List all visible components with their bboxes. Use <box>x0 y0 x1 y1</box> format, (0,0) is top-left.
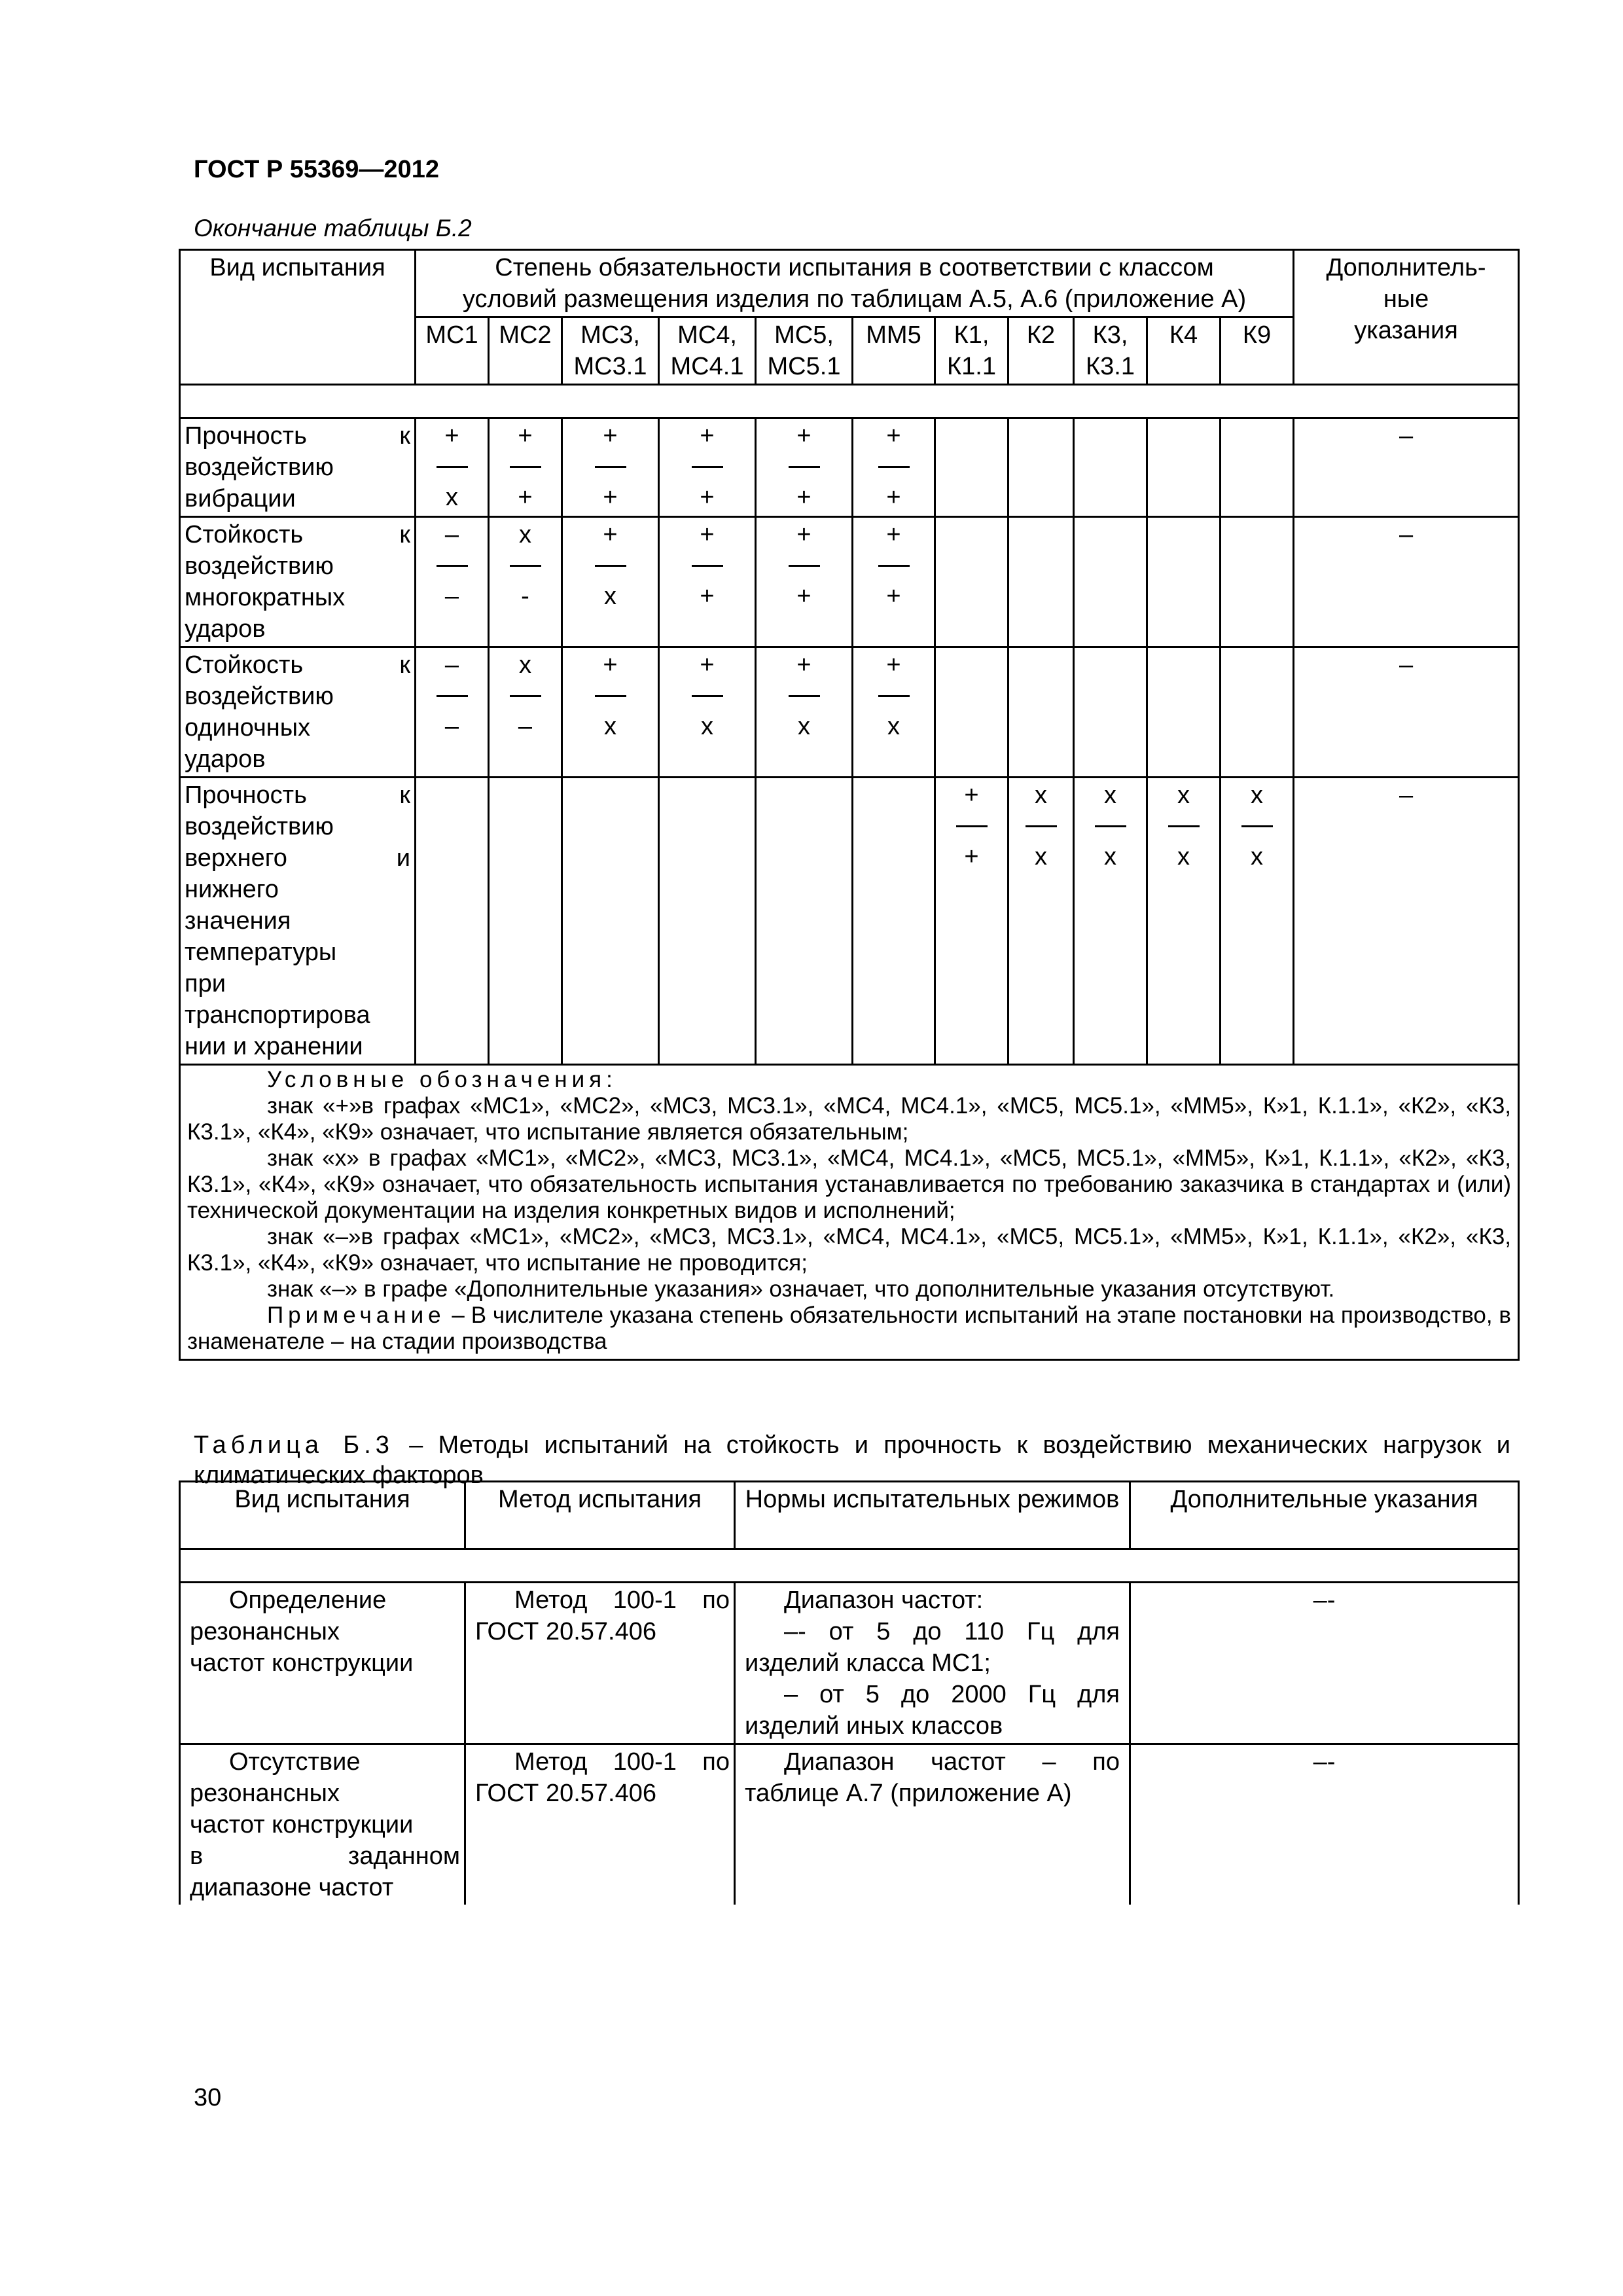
test-name-line: Отсутствие <box>229 1748 361 1776</box>
fraction-bar <box>692 466 723 468</box>
legend-note <box>187 1302 1511 1355</box>
requirement-fraction <box>437 649 468 742</box>
test-name-line: воздействию <box>185 813 334 840</box>
requirement-denominator: + <box>603 484 618 511</box>
document-header: ГОСТ Р 55369—2012 <box>194 156 439 183</box>
header-text: Дополнитель- <box>1326 254 1486 281</box>
test-name-line: резонансных <box>190 1618 340 1645</box>
table-b3-caption-label: Таблица Б.3 <box>194 1431 394 1459</box>
requirement-denominator: – <box>518 713 533 740</box>
requirement-cell <box>659 647 756 778</box>
additional-note: –- <box>1313 1748 1336 1776</box>
table-row <box>180 418 1519 517</box>
fraction-bar <box>1241 825 1273 827</box>
requirement-cell <box>562 517 659 647</box>
requirement-numerator: х <box>1104 781 1116 809</box>
header-cell-test-type <box>180 250 416 385</box>
legend-item: знак «–» в графе «Дополнительные указания» означает, что дополнительные указания отсутствуют. <box>267 1276 1335 1302</box>
test-name-line: частот конструкции <box>190 1649 414 1677</box>
requirement-fraction <box>1168 780 1200 872</box>
fraction-bar <box>595 695 626 697</box>
requirement-fraction <box>878 519 910 612</box>
requirement-fraction <box>437 420 468 513</box>
table-row <box>180 647 1519 778</box>
test-name-line: диапазоне частот <box>190 1874 394 1901</box>
norms-line: Диапазон частот: <box>784 1587 984 1614</box>
class-label: К1, <box>954 321 990 349</box>
requirement-cell <box>659 418 756 517</box>
class-label: К3.1 <box>1086 353 1135 380</box>
test-name-line: резонансных <box>190 1780 340 1807</box>
class-header-cell <box>562 317 659 385</box>
header-text: Вид испытания <box>209 254 385 281</box>
method-line: ГОСТ 20.57.406 <box>475 1618 657 1645</box>
test-name-line: одиночных <box>185 714 311 742</box>
fraction-bar <box>595 466 626 468</box>
requirement-denominator: х <box>887 713 900 740</box>
requirement-numerator: + <box>886 422 901 450</box>
requirement-numerator: + <box>603 651 618 679</box>
spacer-cell <box>180 385 1519 418</box>
norms-cell <box>735 1744 1130 1905</box>
requirement-cell <box>1221 517 1294 647</box>
fraction-bar <box>692 565 723 567</box>
requirement-cell <box>489 778 562 1065</box>
requirement-denominator: + <box>700 583 715 610</box>
requirement-cell <box>1221 647 1294 778</box>
header-text: Степень обязательности испытания в соответствии с классом <box>495 254 1214 281</box>
fraction-bar <box>1095 825 1126 827</box>
norms-line: Диапазон частот – по <box>784 1748 1120 1776</box>
requirement-fraction <box>692 519 723 612</box>
requirement-cell <box>659 517 756 647</box>
requirement-cell <box>1008 778 1074 1065</box>
class-label: К3, <box>1092 321 1128 349</box>
table-b3-spacer-row <box>180 1549 1519 1583</box>
fraction-bar <box>1026 825 1057 827</box>
class-label: МС2 <box>499 321 552 349</box>
requirement-numerator: + <box>886 521 901 548</box>
requirement-cell <box>562 778 659 1065</box>
requirement-denominator: – <box>444 583 459 610</box>
legend-item: знак «–»в графах «МС1», «МС2», «МС3, МС3.1», «МС4, МС4.1», «МС5, МС5.1», «ММ5», К»1, К.1.1», «К2», «К3, К3.1», «К4», «К9» означает, что испытание не проводится; <box>187 1224 1512 1276</box>
requirement-denominator: + <box>796 583 812 610</box>
requirement-fraction <box>692 420 723 513</box>
method-cell <box>465 1583 735 1744</box>
class-header-cell <box>659 317 756 385</box>
requirement-numerator: + <box>700 651 715 679</box>
test-name-line: нижнего <box>185 876 279 903</box>
test-name-line: Прочность к <box>185 422 410 450</box>
norms-line: таблице А.7 (приложение А) <box>745 1780 1072 1807</box>
requirement-fraction <box>510 420 541 513</box>
requirement-cell <box>756 517 853 647</box>
fraction-bar <box>789 466 820 468</box>
method-line: Метод 100-1 по <box>514 1587 730 1614</box>
additional-note-cell <box>1294 778 1519 1065</box>
requirement-denominator: - <box>521 583 529 610</box>
requirement-cell <box>562 647 659 778</box>
fraction-bar <box>789 695 820 697</box>
class-label: МС3, <box>580 321 640 349</box>
class-header-cell <box>935 317 1008 385</box>
requirement-cell <box>1147 647 1221 778</box>
requirement-fraction <box>956 780 988 872</box>
requirement-numerator: – <box>444 521 459 548</box>
fraction-bar <box>692 695 723 697</box>
class-label: К2 <box>1026 321 1056 349</box>
requirement-fraction <box>595 420 626 513</box>
legend-note-label: Примечание <box>267 1302 446 1328</box>
test-name-line: в заданном <box>190 1842 460 1870</box>
page-number: 30 <box>194 2084 222 2111</box>
test-name-line: воздействию <box>185 552 334 580</box>
test-name-cell <box>180 418 416 517</box>
requirement-denominator: х <box>701 713 713 740</box>
test-name-line: верхнего и <box>185 844 410 872</box>
table-b3-header-cell <box>180 1482 465 1549</box>
requirement-cell <box>1221 418 1294 517</box>
requirement-cell <box>659 778 756 1065</box>
additional-note: –- <box>1313 1587 1336 1614</box>
requirement-numerator: – <box>444 651 459 679</box>
additional-note: – <box>1399 651 1414 679</box>
class-header-cell <box>1147 317 1221 385</box>
legend-note-text: – В числителе указана степень обязательности испытаний на этапе постановки на производство, в знаменателе – на стадии производства <box>187 1302 1512 1354</box>
method-line: ГОСТ 20.57.406 <box>475 1780 657 1807</box>
requirement-denominator: х <box>1251 843 1264 870</box>
requirement-cell <box>416 778 489 1065</box>
requirement-numerator: + <box>603 422 618 450</box>
requirement-fraction <box>595 519 626 612</box>
requirement-denominator: х <box>1035 843 1047 870</box>
requirement-denominator: + <box>886 583 901 610</box>
legend-cell <box>180 1065 1519 1360</box>
requirement-cell <box>562 418 659 517</box>
table-b3-header-cell <box>735 1482 1130 1549</box>
requirement-cell <box>1147 517 1221 647</box>
legend-item: знак «+»в графах «МС1», «МС2», «МС3, МС3.1», «МС4, МС4.1», «МС5, МС5.1», «ММ5», К»1, К.1.1», «К2», «К3, К3.1», «К4», «К9» означает, что испытание является обязательным; <box>187 1093 1512 1145</box>
requirement-fraction <box>437 519 468 612</box>
requirement-denominator: – <box>444 713 459 740</box>
class-label: МС3.1 <box>573 353 647 380</box>
header-text: указания <box>1354 317 1458 344</box>
norms-line: – от 5 до 2000 Гц для <box>784 1681 1120 1708</box>
requirement-fraction <box>1026 780 1057 872</box>
requirement-fraction <box>878 420 910 513</box>
method-cell <box>465 1744 735 1905</box>
fraction-bar <box>437 565 468 567</box>
test-name-line: Стойкость к <box>185 651 410 679</box>
additional-note-cell <box>1294 418 1519 517</box>
requirement-numerator: + <box>964 781 979 809</box>
requirement-denominator: х <box>604 583 616 610</box>
requirement-fraction <box>595 649 626 742</box>
test-name-line: температуры <box>185 939 337 966</box>
header-text: Нормы испытательных режимов <box>745 1486 1120 1513</box>
fraction-bar <box>878 565 910 567</box>
requirement-fraction <box>692 649 723 742</box>
test-name-line: нии и хранении <box>185 1033 363 1060</box>
test-name-line: значения <box>185 907 291 935</box>
test-name-line: вибрации <box>185 485 296 512</box>
requirement-cell <box>1074 647 1147 778</box>
requirement-numerator: + <box>518 422 533 450</box>
class-label: К4 <box>1169 321 1198 349</box>
requirement-cell <box>756 647 853 778</box>
class-label: МС4.1 <box>670 353 744 380</box>
requirement-numerator: + <box>796 521 812 548</box>
class-label: МС4, <box>677 321 737 349</box>
table-b2-spacer-row <box>180 385 1519 418</box>
requirement-denominator: + <box>886 484 901 511</box>
table-b3-header-cell <box>465 1482 735 1549</box>
norms-line: изделий иных классов <box>745 1712 1003 1740</box>
requirement-numerator: х <box>1251 781 1264 809</box>
requirement-numerator: + <box>700 521 715 548</box>
requirement-fraction <box>878 649 910 742</box>
requirement-cell <box>489 517 562 647</box>
requirement-numerator: + <box>796 422 812 450</box>
requirement-denominator: + <box>700 484 715 511</box>
requirement-denominator: х <box>446 484 458 511</box>
fraction-bar <box>595 565 626 567</box>
test-name-line: ударов <box>185 745 266 773</box>
requirement-numerator: + <box>796 651 812 679</box>
header-cell-additional <box>1294 250 1519 385</box>
requirement-denominator: х <box>798 713 810 740</box>
requirement-cell <box>489 647 562 778</box>
method-line: Метод 100-1 по <box>514 1748 730 1776</box>
test-name-line: Прочность к <box>185 781 410 809</box>
test-name-cell <box>180 1583 465 1744</box>
requirement-numerator: х <box>519 651 531 679</box>
norms-line: –- от 5 до 110 Гц для <box>784 1618 1120 1645</box>
requirement-fraction <box>789 649 820 742</box>
table-b3-header-row <box>180 1482 1519 1549</box>
requirement-cell <box>416 517 489 647</box>
fraction-bar <box>789 565 820 567</box>
requirement-fraction <box>789 519 820 612</box>
class-header-cell <box>489 317 562 385</box>
class-label: МС1 <box>425 321 478 349</box>
table-b3-header-cell <box>1130 1482 1519 1549</box>
table-b3 <box>179 1480 1520 1905</box>
requirement-cell <box>1221 778 1294 1065</box>
table-b2-caption: Окончание таблицы Б.2 <box>194 215 472 242</box>
requirement-denominator: + <box>964 843 979 870</box>
test-name-cell <box>180 1744 465 1905</box>
table-row <box>180 1744 1519 1905</box>
additional-note-cell <box>1294 647 1519 778</box>
requirement-fraction <box>510 649 541 742</box>
table-b2-legend-row <box>180 1065 1519 1360</box>
additional-note: – <box>1399 422 1414 450</box>
additional-note: – <box>1399 781 1414 809</box>
requirement-numerator: + <box>700 422 715 450</box>
additional-note-cell <box>1130 1744 1519 1905</box>
legend-item: знак «х» в графах «МС1», «МС2», «МС3, МС3.1», «МС4, МС4.1», «МС5, МС5.1», «ММ5», К»1, К.1.1», «К2», «К3, К3.1», «К4», «К9» означает, что обязательность испытания устанавливается по требованию заказчика в стандартах и (или) технической документации на изделия конкретных видов и исполнений; <box>187 1145 1512 1223</box>
requirement-denominator: х <box>1104 843 1116 870</box>
header-text: ные <box>1383 285 1429 313</box>
test-name-cell <box>180 778 416 1065</box>
class-header-cell <box>853 317 935 385</box>
fraction-bar <box>437 466 468 468</box>
requirement-fraction <box>1241 780 1273 872</box>
requirement-numerator: + <box>603 521 618 548</box>
requirement-denominator: х <box>1177 843 1190 870</box>
requirement-fraction <box>510 519 541 612</box>
header-text: условий размещения изделия по таблицам А.5, А.6 (приложение А) <box>462 285 1247 313</box>
class-header-cell <box>1221 317 1294 385</box>
requirement-cell <box>416 647 489 778</box>
test-name-cell <box>180 517 416 647</box>
header-text: Метод испытания <box>498 1486 702 1513</box>
header-text: Дополнительные указания <box>1170 1486 1478 1513</box>
fraction-bar <box>878 466 910 468</box>
requirement-cell <box>853 647 935 778</box>
table-row <box>180 1583 1519 1744</box>
requirement-numerator: х <box>1177 781 1190 809</box>
test-name-line: воздействию <box>185 454 334 481</box>
requirement-numerator: + <box>444 422 459 450</box>
requirement-cell <box>935 418 1008 517</box>
fraction-bar <box>510 565 541 567</box>
requirement-cell <box>1074 418 1147 517</box>
norms-line: изделий класса МС1; <box>745 1649 991 1677</box>
table-b2-header-row <box>180 250 1519 317</box>
test-name-cell <box>180 647 416 778</box>
requirement-denominator: + <box>518 484 533 511</box>
requirement-cell <box>1147 418 1221 517</box>
class-header-cell <box>1008 317 1074 385</box>
requirement-cell <box>1008 418 1074 517</box>
class-label: МС5.1 <box>767 353 841 380</box>
requirement-cell <box>1074 778 1147 1065</box>
requirement-cell <box>853 418 935 517</box>
fraction-bar <box>437 695 468 697</box>
requirement-numerator: х <box>1035 781 1047 809</box>
fraction-bar <box>956 825 988 827</box>
requirement-denominator: + <box>796 484 812 511</box>
class-header-cell <box>416 317 489 385</box>
test-name-line: воздействию <box>185 683 334 710</box>
requirement-fraction <box>789 420 820 513</box>
class-label: МС5, <box>774 321 834 349</box>
class-label: ММ5 <box>866 321 921 349</box>
requirement-cell <box>1008 517 1074 647</box>
requirement-numerator: + <box>886 651 901 679</box>
test-name-line: Определение <box>229 1587 387 1614</box>
test-name-line: транспортирова <box>185 1001 370 1029</box>
test-name-line: Стойкость к <box>185 521 410 548</box>
spacer-cell <box>180 1549 1519 1583</box>
requirement-cell <box>1074 517 1147 647</box>
fraction-bar <box>510 695 541 697</box>
test-name-line: многократных <box>185 584 346 611</box>
table-row <box>180 778 1519 1065</box>
requirement-cell <box>756 418 853 517</box>
requirement-cell <box>1008 647 1074 778</box>
additional-note-cell <box>1130 1583 1519 1744</box>
class-label: К9 <box>1242 321 1272 349</box>
test-name-line: при <box>185 970 226 997</box>
requirement-cell <box>1147 778 1221 1065</box>
requirement-denominator: х <box>604 713 616 740</box>
requirement-cell <box>853 517 935 647</box>
fraction-bar <box>510 466 541 468</box>
test-name-line: ударов <box>185 615 266 643</box>
additional-note-cell <box>1294 517 1519 647</box>
table-row <box>180 517 1519 647</box>
header-cell-degree <box>416 250 1294 317</box>
class-header-cell <box>756 317 853 385</box>
requirement-cell <box>853 778 935 1065</box>
requirement-cell <box>935 778 1008 1065</box>
table-b2 <box>179 249 1520 1361</box>
norms-cell <box>735 1583 1130 1744</box>
requirement-cell <box>935 647 1008 778</box>
fraction-bar <box>878 695 910 697</box>
class-label: К1.1 <box>947 353 996 380</box>
additional-note: – <box>1399 521 1414 548</box>
requirement-cell <box>489 418 562 517</box>
requirement-cell <box>416 418 489 517</box>
requirement-cell <box>756 778 853 1065</box>
legend-title: Условные обозначения: <box>267 1067 617 1092</box>
requirement-numerator: х <box>519 521 531 548</box>
requirement-cell <box>935 517 1008 647</box>
test-name-line: частот конструкции <box>190 1811 414 1839</box>
table-b3-caption-text: – Методы испытаний на стойкость и прочность к воздействию механических нагрузок и климатических факторов <box>194 1431 1511 1489</box>
requirement-fraction <box>1095 780 1126 872</box>
header-text: Вид испытания <box>234 1486 410 1513</box>
fraction-bar <box>1168 825 1200 827</box>
class-header-cell <box>1074 317 1147 385</box>
